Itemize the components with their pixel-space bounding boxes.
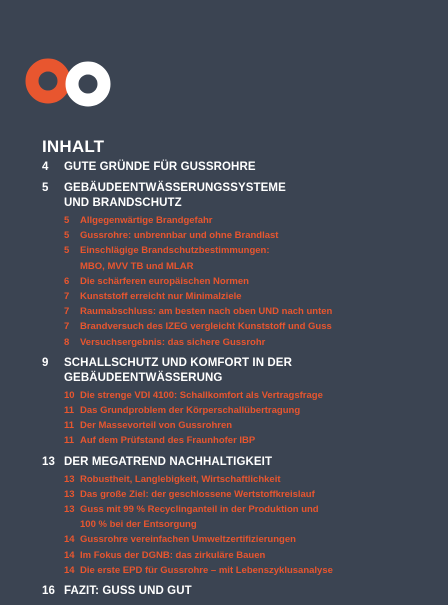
toc-main-entry[interactable] xyxy=(42,455,442,470)
toc-entry-title xyxy=(64,160,442,175)
toc-subentry-title xyxy=(80,243,442,273)
toc-subentry-line: Gussrohre vereinfachen Umweltzertifizierungen xyxy=(80,534,296,546)
toc-section xyxy=(42,455,442,578)
toc-subentry-line: Im Fokus der DGNB: das zirkuläre Bauen xyxy=(80,549,266,561)
toc-subentry-page: 14 xyxy=(64,549,75,561)
toc-subentry[interactable] xyxy=(64,487,442,502)
toc-subentry-line: Die erste EPD für Gussrohre – mit Lebenszyklusanalyse xyxy=(80,564,333,576)
toc-section xyxy=(42,356,442,449)
toc-subentry-page: 7 xyxy=(64,306,70,318)
toc-subentry-title xyxy=(80,418,442,433)
toc-subentry[interactable] xyxy=(64,418,442,433)
toc-subentry-page: 5 xyxy=(64,230,70,242)
toc-section xyxy=(42,181,442,350)
toc-entry-line: DER MEGATREND NACHHALTIGKEIT xyxy=(64,455,273,468)
toc-subentry-page: 5 xyxy=(64,245,70,257)
toc-entry-line: GEBÄUDEENTWÄSSERUNGSSYSTEME xyxy=(64,182,286,194)
toc-subentry-line: Guss mit 99 % Recyclinganteil in der Produktion und xyxy=(80,504,319,516)
toc-section xyxy=(42,160,442,175)
toc-subentry-title xyxy=(80,548,442,563)
toc-subentry-line: Gussrohre: unbrennbar und ohne Brandlast xyxy=(80,230,279,242)
toc-subentry-page: 7 xyxy=(64,291,70,303)
toc-subentry-page: 10 xyxy=(64,389,75,401)
toc-subentry-page: 7 xyxy=(64,321,70,333)
toc-subentry[interactable] xyxy=(64,243,442,273)
toc-subentry-page: 13 xyxy=(64,488,75,500)
toc-subentry-page: 13 xyxy=(64,504,75,516)
toc-subentry-title xyxy=(80,289,442,304)
toc-subentry-page: 14 xyxy=(64,564,75,576)
toc-subentry[interactable] xyxy=(64,213,442,228)
toc-main-entry[interactable] xyxy=(42,160,442,175)
toc-subentry-page: 8 xyxy=(64,336,70,348)
toc-section xyxy=(42,584,442,599)
toc-subentry-line: Kunststoff erreicht nur Minimalziele xyxy=(80,291,242,303)
toc-subentry-line: Allgegenwärtige Brandgefahr xyxy=(80,215,213,226)
brand-logo xyxy=(22,55,118,111)
toc-subentry-line: Raumabschluss: am besten nach oben UND nach unten xyxy=(80,306,333,318)
toc-subentry-title xyxy=(80,335,442,350)
table-of-contents xyxy=(42,160,442,605)
toc-subentry[interactable] xyxy=(64,304,442,319)
toc-subentries xyxy=(64,472,442,578)
toc-entry-line: FAZIT: GUSS UND GUT xyxy=(64,585,192,598)
toc-subentry-title xyxy=(80,304,442,319)
toc-subentry-page: 5 xyxy=(64,215,70,226)
toc-subentry-line: Das Grundproblem der Körperschallübertragung xyxy=(80,405,301,417)
toc-subentry[interactable] xyxy=(64,274,442,289)
toc-subentry[interactable] xyxy=(64,563,442,578)
toc-subentry[interactable] xyxy=(64,289,442,304)
toc-subentry-page: 13 xyxy=(64,473,75,485)
toc-subentry-page: 11 xyxy=(64,435,75,447)
toc-subentry-line: Der Massevorteil von Gussrohren xyxy=(80,420,233,432)
toc-subentry-line: MBO, MVV TB und MLAR xyxy=(80,260,194,272)
page-title: INHALT xyxy=(42,137,105,156)
toc-subentry-title xyxy=(80,472,442,487)
toc-subentry-line: 100 % bei der Entsorgung xyxy=(80,519,197,531)
toc-page-number: 13 xyxy=(42,455,55,468)
toc-subentry-line: Auf dem Prüfstand des Fraunhofer IBP xyxy=(80,435,256,447)
toc-subentry[interactable] xyxy=(64,388,442,403)
toc-subentry-line: Versuchsergebnis: das sichere Gussrohr xyxy=(80,336,266,348)
toc-subentry[interactable] xyxy=(64,548,442,563)
toc-subentry-page: 11 xyxy=(64,420,75,432)
toc-entry-line: GEBÄUDEENTWÄSSERUNG xyxy=(64,371,223,384)
toc-subentry[interactable] xyxy=(64,433,442,448)
toc-subentry-title xyxy=(80,433,442,448)
toc-subentry-page: 14 xyxy=(64,534,75,546)
toc-subentries xyxy=(64,388,442,449)
toc-page-number: 4 xyxy=(42,161,49,173)
toc-subentry-title xyxy=(80,388,442,403)
toc-subentry[interactable] xyxy=(64,502,442,532)
toc-subentry-line: Einschlägige Brandschutzbestimmungen: xyxy=(80,245,270,257)
toc-subentry[interactable] xyxy=(64,472,442,487)
toc-main-entry[interactable] xyxy=(42,584,442,599)
toc-entry-title xyxy=(64,356,442,386)
toc-entry-line: UND BRANDSCHUTZ xyxy=(64,197,182,209)
toc-page-number: 9 xyxy=(42,356,49,369)
toc-subentries xyxy=(64,213,442,350)
toc-subentry-line: Die strenge VDI 4100: Schallkomfort als Vertragsfrage xyxy=(80,389,323,401)
toc-subentry-title xyxy=(80,228,442,243)
toc-subentry-title xyxy=(80,502,442,532)
toc-entry-line: SCHALLSCHUTZ UND KOMFORT IN DER xyxy=(64,356,292,369)
toc-subentry-line: Brandversuch des IZEG vergleicht Kunststoff und Guss xyxy=(80,321,332,333)
toc-subentry-title xyxy=(80,213,442,228)
toc-subentry[interactable] xyxy=(64,319,442,334)
toc-subentry-page: 11 xyxy=(64,405,75,417)
toc-entry-title xyxy=(64,584,442,599)
toc-subentry[interactable] xyxy=(64,228,442,243)
toc-subentry-title xyxy=(80,532,442,547)
toc-subentry[interactable] xyxy=(64,403,442,418)
toc-subentry-line: Die schärferen europäischen Normen xyxy=(80,275,249,287)
toc-entry-title xyxy=(64,181,442,211)
toc-main-entry[interactable] xyxy=(42,356,442,386)
toc-subentry-title xyxy=(80,319,442,334)
toc-entry-line: GUTE GRÜNDE FÜR GUSSROHRE xyxy=(64,161,256,173)
toc-page-number: 16 xyxy=(42,585,55,598)
toc-subentry-title xyxy=(80,274,442,289)
toc-page-number: 5 xyxy=(42,182,49,194)
toc-subentry-line: Robustheit, Langlebigkeit, Wirtschaftlichkeit xyxy=(80,473,281,485)
logo-ring-left xyxy=(32,65,64,97)
toc-entry-title xyxy=(64,455,442,470)
toc-subentry-title xyxy=(80,403,442,418)
toc-subentry-title xyxy=(80,487,442,502)
toc-subentry-line: Das große Ziel: der geschlossene Wertstoffkreislauf xyxy=(80,488,315,500)
toc-subentry[interactable] xyxy=(64,532,442,547)
toc-subentry-title xyxy=(80,563,442,578)
toc-main-entry[interactable] xyxy=(42,181,442,211)
toc-subentry[interactable] xyxy=(64,335,442,350)
logo-ring-right xyxy=(72,68,104,100)
toc-subentry-page: 6 xyxy=(64,275,70,287)
